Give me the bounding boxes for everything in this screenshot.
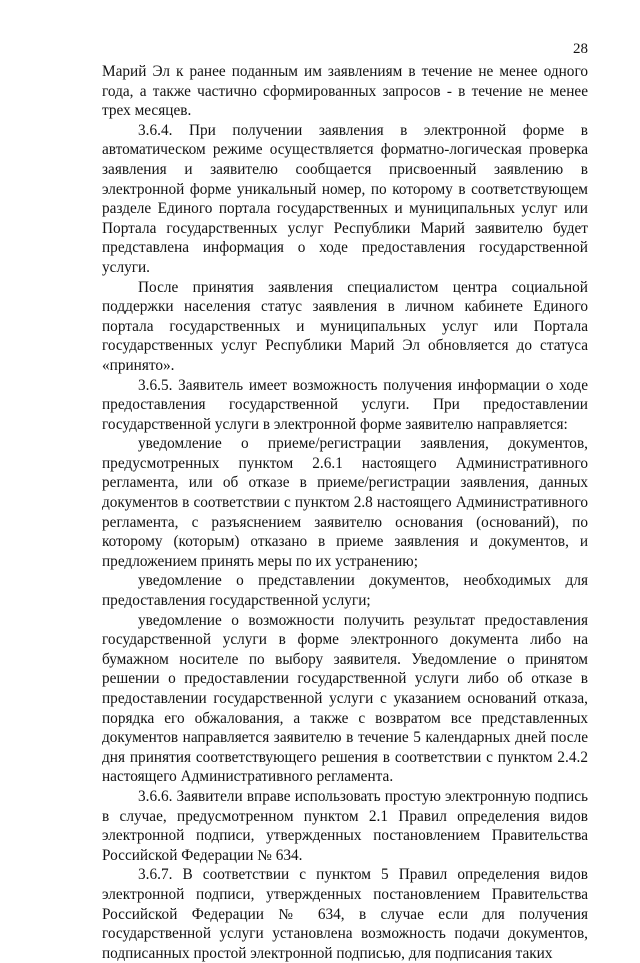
paragraph-3-6-6: 3.6.6. Заявители вправе использовать простую электронную подпись в случае, предусмотренном пунктом 2.1 Правил определения видов электронной подписи, утвержденных постановлением Правительства Российской Федерации № 634. xyxy=(102,787,588,864)
paragraph-status-update: После принятия заявления специалистом центра социальной поддержки населения статус заявления в личном кабинете Единого портала государственных и муниципальных услуг или Портала государственных услуг Республики Марий Эл обновляется до статуса «принято». xyxy=(102,278,588,374)
page-number: 28 xyxy=(573,41,588,57)
paragraph-result-notice: уведомление о возможности получить результат предоставления государственной услуги в форме электронного документа либо на бумажном носителе по выбору заявителя. Уведомление о принятом решении о предоставлении государственной услуги либо об отказе в предоставлении государственной услуги с указанием оснований отказа, порядка его обжалования, а также с возвратом все представленных документов направляется заявителю в течение 5 календарных дней после дня принятия соответствующего решения в соответствии с пунктом 2.4.2 настоящего Административного регламента. xyxy=(102,611,588,786)
paragraph-3-6-4: 3.6.4. При получении заявления в электронной форме в автоматическом режиме осуществляется форматно-логическая проверка заявления и заявителю сообщается присвоенный заявлению в электронной форме уникальный номер, по которому в соответствующем разделе Единого портала государственных и муниципальных услуг или Портала государственных услуг Республики Марий заявителю будет представлена информация о ходе предоставления государственной услуги. xyxy=(102,121,588,276)
paragraph-3-6-7: 3.6.7. В соответствии с пунктом 5 Правил определения видов электронной подписи, утвержденных постановлением Правительства Российской Федерации № 634, в случае если для получения государственной услуги установлена возможность подачи документов, подписанных простой электронной подписью, для подписания таких xyxy=(102,866,588,962)
paragraph-continuation: Марий Эл к ранее поданным им заявлениям в течение не менее одного года, а также частично сформированных запросов - в течение не менее трех месяцев. xyxy=(102,63,588,120)
paragraph-documents-notice: уведомление о представлении документов, необходимых для предоставления государственной услуги; xyxy=(102,572,588,610)
paragraph-registration-notice: уведомление о приеме/регистрации заявления, документов, предусмотренных пунктом 2.6.1 настоящего Административного регламента, или об отказе в приеме/регистрации заявления, данных документов в соответствии с пунктом 2.8 настоящего Административного регламента, с разъяснением заявителю основания (оснований), по которому (которым) отказано в приеме заявления и документов, и предложением принять меры по их устранению; xyxy=(102,435,588,570)
paragraph-3-6-5: 3.6.5. Заявитель имеет возможность получения информации о ходе предоставления государственной услуги. При предоставлении государственной услуги в электронной форме заявителю направляется: xyxy=(102,376,588,433)
document-body xyxy=(102,62,588,963)
